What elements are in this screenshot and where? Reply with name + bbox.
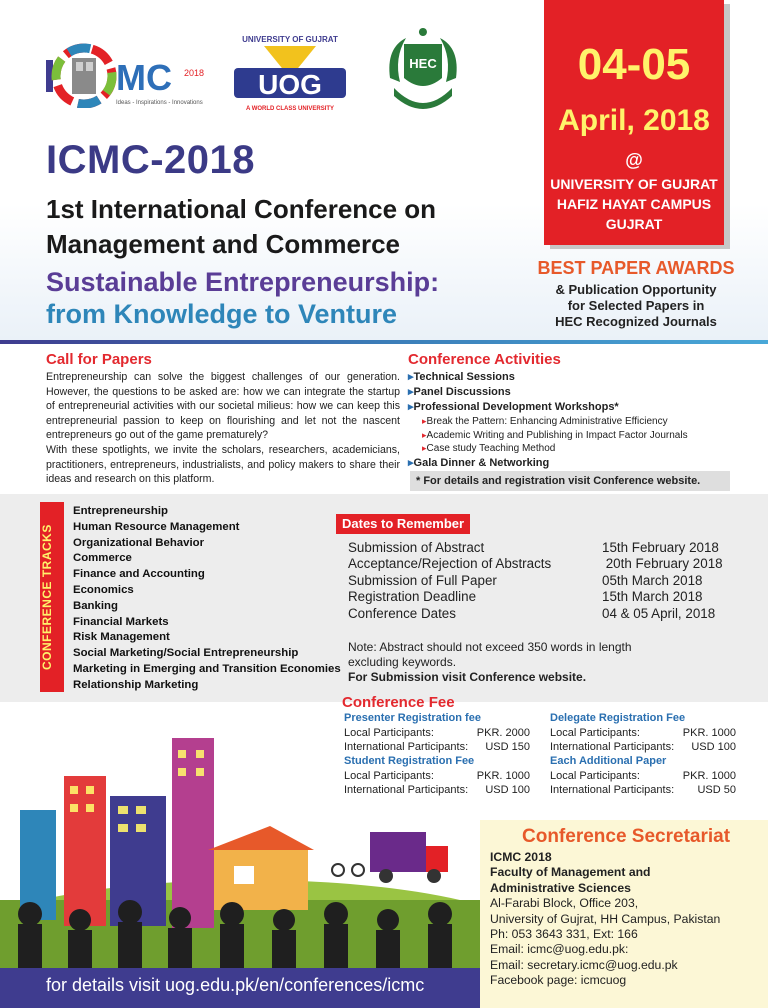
date-row [348,556,738,572]
icmc-logo [44,38,224,108]
date-row [348,573,738,589]
fee-heading: Each Additional Paper [550,755,667,767]
date-value: 04 & 05 April, 2018 [602,605,716,621]
dates-note-line-2: excluding keywords. [348,655,457,669]
call-for-papers-para-1: Entrepreneurship can solve the biggest challenges of our generation. However, the questions to be asked are: how we can integrate the startup of entrepreneurial activities with our societal milieus: how we can keep this entrepreneurial passion to keep on flourishing and let not the nascent entrepreneurs go out of the game prematurely? [46,371,400,442]
call-for-papers-title: Call for Papers [46,351,152,368]
conference-subtitle [46,192,546,262]
fee-presenter [344,711,530,755]
fee-label: Local Participants: [550,726,640,739]
call-for-papers-body [46,370,400,487]
conference-title: ICMC-2018 [46,138,256,182]
fee-value: PKR. 1000 [476,769,530,782]
track-item: Social Marketing/Social Entrepreneurship [73,647,299,660]
icmc-logo-tagline: Ideas - Inspirations - Innovations [116,100,203,106]
awards-title: BEST PAPER AWARDS [537,258,735,278]
icmc-logo-text: MC [116,57,172,98]
dates-title: Dates to Remember [336,514,470,534]
tracks-list [73,504,343,694]
fee-row [344,769,530,784]
secretariat-org-1: ICMC 2018 [490,850,552,864]
track-item: Marketing in Emerging and Transition Economies [73,662,341,675]
activity-item: ▸ Professional Development Workshops* [408,400,738,415]
fee-additional [550,754,736,798]
fee-row [550,726,736,741]
fee-value: PKR. 2000 [476,726,530,739]
secretariat-email-2[interactable]: Email: secretary.icmc@uog.edu.pk [490,957,678,972]
fee-delegate [550,711,736,755]
track-item: Risk Management [73,631,170,644]
track-item: Entrepreneurship [73,505,168,517]
fee-value: USD 100 [691,741,736,753]
track-item: Commerce [73,552,132,565]
date-row [348,589,738,605]
venue-line-3: GUJRAT [605,216,663,232]
venue [544,174,724,234]
track-item: Finance and Accounting [73,568,205,581]
activity-item: ▸ Gala Dinner & Networking [408,456,738,471]
secretariat-title: Conference Secretariat [522,826,731,847]
uog-logo [230,32,350,116]
secretariat-phone: Ph: 053 3643 331, Ext: 166 [490,927,638,942]
fee-row [550,783,736,798]
dates-note [348,640,738,685]
subtitle-line-1: 1st International Conference on [46,194,437,224]
fee-label: International Participants: [344,784,469,796]
tracks-label: CONFERENCE TRACKS [40,524,54,670]
workshop-item: ▸ Break the Pattern: Enhancing Administrative Efficiency [408,415,738,429]
fee-title: Conference Fee [342,694,455,711]
fee-value: USD 150 [485,741,530,753]
track-item: Financial Markets [73,615,169,628]
icmc-logo-year: 2018 [184,68,205,78]
fee-student [344,754,530,798]
date-row [348,606,738,622]
activities-list [408,370,738,471]
secretariat-address-2: University of Gujrat, HH Campus, Pakistan [490,911,721,926]
workshop-item: ▸ Case study Teaching Method [408,442,738,456]
dates-note-bold: For Submission visit Conference website. [348,670,587,684]
fee-label: International Participants: [550,784,675,796]
fee-value: USD 100 [485,784,530,796]
secretariat-org-3: Administrative Sciences [490,880,631,895]
fee-label: Local Participants: [550,769,640,782]
call-for-papers-para-2: With these spotlights, we invite the scholars, researchers, academicians, practitioners, entrepreneurs, industrialists, and policy makers to share their ideas and research on this platform. [46,443,400,486]
theme-line-1: Sustainable Entrepreneurship: [46,267,440,297]
fee-label: International Participants: [550,741,675,753]
conference-month-year: April, 2018 [558,104,710,137]
dates-table [348,540,738,622]
fee-label: Local Participants: [344,769,434,782]
awards-line-1: & Publication Opportunity [555,282,717,297]
track-item: Organizational Behavior [73,536,205,549]
date-label: Submission of Full Paper [348,572,497,588]
activity-item: ▸ Panel Discussions [408,385,738,400]
awards-description [526,282,746,330]
fee-row [550,769,736,784]
track-item: Relationship Marketing [73,678,199,691]
header-divider [0,340,768,344]
fee-value: PKR. 1000 [682,726,736,739]
fee-label: Local Participants: [344,726,434,739]
fee-row [344,783,530,798]
fee-heading: Presenter Registration fee [344,712,481,724]
fee-value: USD 50 [697,784,736,796]
fee-row [344,740,530,755]
date-label: Conference Dates [348,605,456,621]
date-value: 15th March 2018 [602,589,703,605]
date-row [348,540,738,556]
uog-logo-bottom: A WORLD CLASS UNIVERSITY [245,106,335,112]
awards-line-3: HEC Recognized Journals [555,314,717,329]
secretariat-org-2: Faculty of Management and [490,865,651,880]
date-value: 15th February 2018 [602,540,719,555]
awards-line-2: for Selected Papers in [567,298,705,313]
fee-row [550,740,736,755]
hec-logo [380,18,466,122]
subtitle-line-2: Management and Commerce [46,229,400,259]
fee-label: International Participants: [344,741,469,753]
fee-heading: Delegate Registration Fee [550,712,686,724]
fee-row [344,726,530,741]
secretariat-details [490,850,760,989]
venue-at-sign: @ [625,150,643,170]
theme-line-2: from Knowledge to Venture [46,299,398,329]
venue-line-2: HAFIZ HAYAT CAMPUS [556,196,712,212]
activity-item: ▸ Technical Sessions [408,370,738,385]
hec-logo-text: HEC [409,56,437,71]
track-item: Economics [73,583,134,596]
conference-days: 04-05 [577,40,691,89]
dates-note-line-1: Note: Abstract should not exceed 350 words in length [348,640,632,654]
date-value: 20th February 2018 [602,556,723,572]
activities-title: Conference Activities [408,351,561,368]
activities-note: * For details and registration visit Conference website. [410,471,730,491]
fee-value: PKR. 1000 [682,769,736,782]
date-label: Submission of Abstract [348,540,485,555]
track-item: Human Resource Management [73,520,240,533]
secretariat-address-1: Al-Farabi Block, Office 203, [490,896,639,911]
conference-theme [46,266,546,330]
date-label: Registration Deadline [348,589,477,605]
fee-heading: Student Registration Fee [344,755,475,767]
footer-link[interactable]: for details visit uog.edu.pk/en/conferences/icmc [46,975,425,995]
secretariat-email-1[interactable]: Email: icmc@uog.edu.pk: [490,942,629,957]
uog-logo-mark: UOG [258,69,322,100]
workshop-item: ▸ Academic Writing and Publishing in Impact Factor Journals [408,429,738,443]
venue-line-1: UNIVERSITY OF GUJRAT [550,176,718,192]
date-label: Acceptance/Rejection of Abstracts [348,556,552,572]
secretariat-facebook[interactable]: Facebook page: icmcuog [490,973,627,988]
track-item: Banking [73,599,118,612]
uog-logo-top: UNIVERSITY OF GUJRAT [242,35,338,44]
date-value: 05th March 2018 [602,572,703,588]
